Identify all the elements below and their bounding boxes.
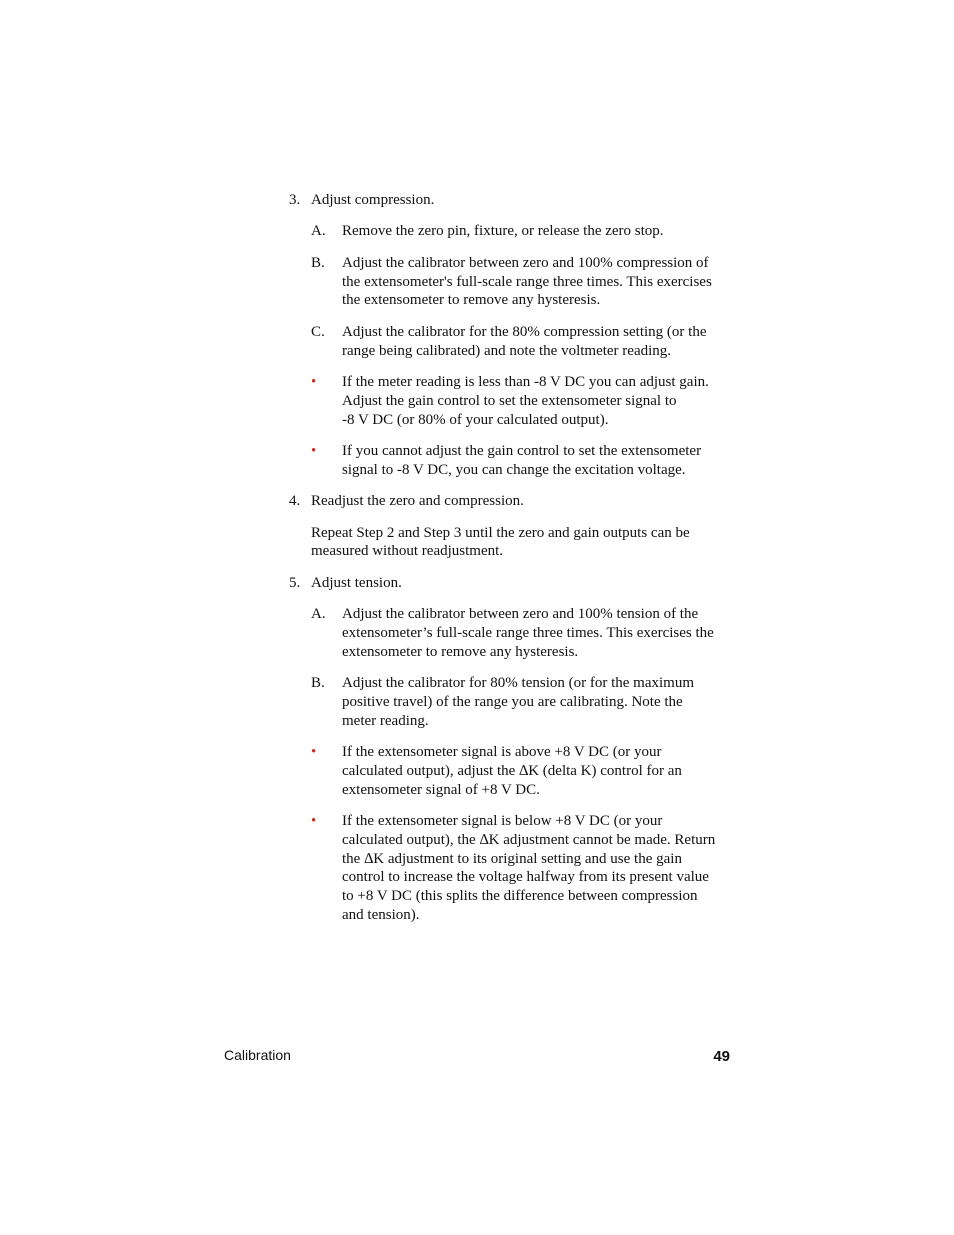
text-line: control to increase the voltage halfway from its present value [342, 869, 709, 886]
text-line: -8 V DC (or 80% of your calculated output). [342, 411, 609, 428]
text-line: Repeat Step 2 and Step 3 until the zero and gain outputs can be [311, 524, 690, 541]
step-4-paragraph [311, 524, 734, 562]
bullet-5-2 [311, 812, 734, 925]
step-4 [289, 492, 734, 511]
substep-3a [311, 222, 734, 241]
substep-text [342, 605, 734, 661]
bullet-text [342, 743, 734, 799]
bullet-3-2 [311, 442, 734, 480]
text-line: and tension). [342, 907, 420, 924]
step-5 [289, 574, 734, 593]
bullet-text [342, 442, 734, 480]
text-line: measured without readjustment. [311, 543, 504, 560]
substep-3b [311, 254, 734, 310]
substep-text [342, 323, 734, 361]
bullet-icon: • [311, 744, 317, 761]
bullet-5-1 [311, 743, 734, 799]
text-line: extensometer’s full-scale range three times. This exercises the [342, 624, 714, 641]
step-title: Adjust tension. [311, 574, 402, 591]
substep-3c [311, 323, 734, 361]
bullet-text [342, 812, 734, 925]
bullet-icon: • [311, 373, 317, 390]
text-line: the extensometer's full-scale range three times. This exercises [342, 273, 712, 290]
footer-section-title: Calibration [224, 1047, 291, 1063]
text-line: signal to -8 V DC, you can change the excitation voltage. [342, 461, 686, 478]
text-line: the extensometer to remove any hysteresis. [342, 292, 601, 309]
substep-label: A. [311, 606, 326, 623]
step-number: 3. [289, 192, 301, 208]
text-line: extensometer signal of +8 V DC. [342, 781, 540, 798]
step-3 [289, 191, 734, 210]
text-line: If you cannot adjust the gain control to set the extensometer [342, 442, 702, 459]
substep-label: B. [311, 675, 325, 692]
bullet-icon: • [311, 813, 317, 830]
substep-text [342, 254, 734, 310]
text-line: If the extensometer signal is below +8 V DC (or your [342, 813, 663, 830]
page-content [289, 191, 734, 937]
substep-label: B. [311, 254, 325, 271]
text-line: Adjust the gain control to set the extensometer signal to [342, 392, 677, 409]
text-line: Adjust the calibrator for 80% tension (or for the maximum [342, 675, 694, 692]
text-line: to +8 V DC (this splits the difference between compression [342, 888, 698, 905]
text-line: If the meter reading is less than -8 V DC you can adjust gain. [342, 373, 709, 390]
step-title: Adjust compression. [311, 192, 435, 208]
text-line: calculated output), the ∆K adjustment cannot be made. Return [342, 831, 716, 848]
substep-label: C. [311, 323, 325, 340]
step-number: 4. [289, 493, 301, 510]
substep-text [342, 674, 734, 730]
substep-5b [311, 674, 734, 730]
text-line: the ∆K adjustment to its original setting and use the gain [342, 850, 682, 867]
text-line: range being calibrated) and note the voltmeter reading. [342, 342, 672, 359]
substep-text: Remove the zero pin, fixture, or release the zero stop. [342, 223, 664, 240]
text-line: If the extensometer signal is above +8 V DC (or your [342, 744, 662, 761]
text-line: positive travel) of the range you are calibrating. Note the [342, 693, 683, 710]
bullet-icon: • [311, 442, 317, 459]
bullet-3-1 [311, 373, 734, 429]
step-title: Readjust the zero and compression. [311, 493, 524, 510]
bullet-text [342, 373, 734, 429]
text-line: Adjust the calibrator between zero and 100% tension of the [342, 606, 699, 623]
step-number: 5. [289, 574, 301, 591]
text-line: calculated output), adjust the ∆K (delta K) control for an [342, 762, 682, 779]
page-number: 49 [713, 1048, 730, 1065]
text-line: Adjust the calibrator between zero and 100% compression of [342, 254, 709, 271]
text-line: Adjust the calibrator for the 80% compression setting (or the [342, 323, 707, 340]
text-line: meter reading. [342, 712, 429, 729]
substep-label: A. [311, 223, 326, 240]
text-line: extensometer to remove any hysteresis. [342, 643, 579, 660]
substep-5a [311, 605, 734, 661]
